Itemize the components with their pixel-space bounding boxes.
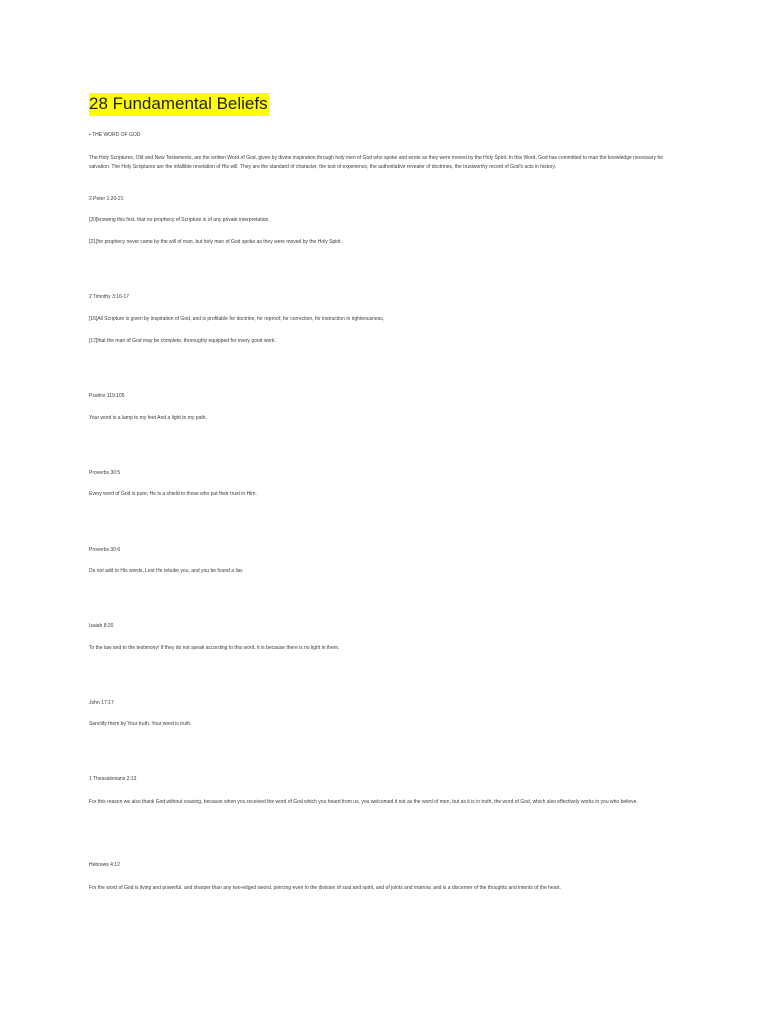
- section-heading: • THE WORD OF GOD: [89, 132, 141, 138]
- passage-reference: Hebrews 4:12: [89, 862, 120, 868]
- passage-verse: Sanctify them by Your truth. Your word is truth.: [89, 721, 192, 727]
- passage-verse: For the word of God is living and powerful, and sharper than any two-edged sword, piercing even to the division of soul and spirit, and of joints and marrow, and is a discerner of the thoughts and intents of the heart.: [89, 885, 561, 891]
- passage-reference: Proverbs 30:5: [89, 470, 121, 476]
- passage-reference: 2 Timothy 3:16-17: [89, 294, 130, 300]
- passage-reference: 2 Peter 1:20-21: [89, 196, 124, 202]
- passage-verse: [20]knowing this first, that no prophecy of Scripture is of any private interpretation,: [89, 217, 270, 223]
- passage-verse: [21]for prophecy never came by the will of man, but holy men of God spoke as they were moved by the Holy Spirit.: [89, 239, 342, 245]
- passage-reference: Isaiah 8:20: [89, 623, 114, 629]
- intro-paragraph: The Holy Scriptures, Old and New Testaments, are the written Word of God, given by divine inspiration through holy men of God who spoke and wrote as they were moved by the Holy Spirit. In this Word, God has committed to man the knowledge necessary for salvation. The Holy Scriptures are the infallible revelation of His will. They are the standard of character, the test of experience, the authoritative revealer of doctrines, the trustworthy record of God's acts in history.: [89, 155, 664, 170]
- passage-verse: To the law and to the testimony! If they do not speak according to this word, it is because there is no light in them.: [89, 645, 340, 651]
- passage-verse: [17]that the man of God may be complete, thoroughly equipped for every good work.: [89, 338, 276, 344]
- passage-reference: Psalms 119:105: [89, 393, 125, 399]
- passage-verse: Every word of God is pure; He is a shield to those who put their trust in Him.: [89, 491, 257, 497]
- passage-reference: John 17:17: [89, 700, 114, 706]
- passage-reference: Proverbs 30:6: [89, 547, 121, 553]
- passage-reference: 1 Thessalonians 2:13: [89, 776, 137, 782]
- passage-verse: Your word is a lamp to my feet And a light to my path.: [89, 415, 207, 421]
- passage-verse: Do not add to His words, Lest He rebuke you, and you be found a liar.: [89, 568, 244, 574]
- passage-verse: [16]All Scripture is given by inspiration of God, and is profitable for doctrine, for reproof, for correction, for instruction in righteousness,: [89, 316, 385, 322]
- passage-verse: For this reason we also thank God without ceasing, because when you received the word of God which you heard from us, you welcomed it not as the word of men, but as it is in truth, the word of God, which also effectively works in you who believe.: [89, 799, 638, 805]
- document-title: 28 Fundamental Beliefs: [89, 93, 269, 116]
